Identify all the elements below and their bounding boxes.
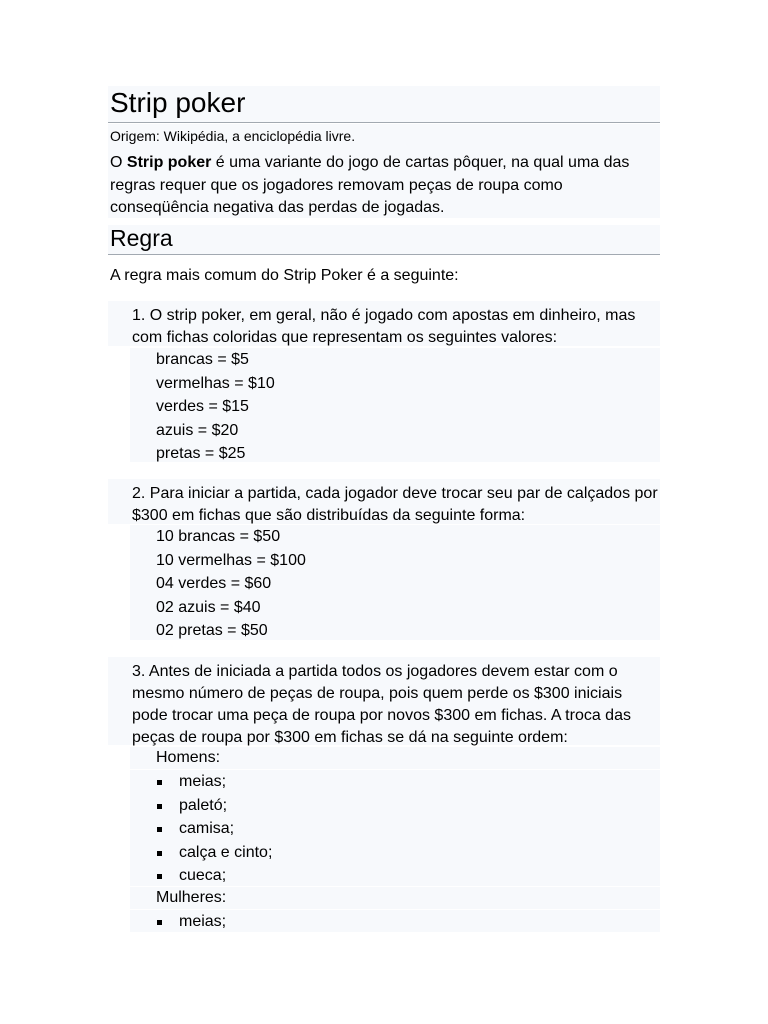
list-item: pretas = $25: [156, 445, 246, 462]
list-item: azuis = $20: [156, 421, 239, 439]
rule-3-text: 3. Antes de iniciada a partida todos os jogadores devem estar com o mesmo número de peças de roupa, pois quem perde os $300 iniciais pode trocar uma peça de roupa por novos $300 em fichas. A troca das peças de roupa por $300 em fichas se dá na seguinte ordem:: [108, 657, 660, 745]
section-heading-text: Regra: [110, 225, 173, 251]
women-label: Mulheres:: [130, 887, 660, 909]
intro-paragraph: [108, 150, 660, 218]
rule-1-values: [130, 348, 660, 462]
list-item: 10 brancas = $50: [156, 528, 281, 545]
list-item: cueca;: [130, 864, 660, 888]
intro-bold-term: Strip poker: [126, 154, 212, 171]
list-item: paletó;: [130, 794, 660, 818]
list-item: brancas = $5: [156, 351, 249, 368]
list-item: meias;: [130, 770, 660, 794]
rule-2-values: [130, 525, 660, 640]
men-list: [130, 770, 660, 886]
intro-rest: é uma variante do jogo de cartas pôquer, na qual uma das regras requer que os jogadores removam peças de roupa como conseqüência negativa das perdas de jogadas.: [110, 154, 630, 216]
list-item: verdes = $15: [156, 398, 249, 415]
list-item: 04 verdes = $60: [156, 575, 272, 592]
list-item: 10 vermelhas = $100: [156, 551, 306, 569]
page-title-text: Strip poker: [110, 87, 246, 118]
men-label: Homens:: [130, 747, 660, 769]
page-title: [108, 86, 660, 123]
women-list: [130, 910, 660, 932]
list-item: 02 pretas = $50: [156, 622, 268, 639]
section-lead: A regra mais comum do Strip Poker é a seguinte:: [110, 267, 459, 284]
list-item: vermelhas = $10: [156, 374, 275, 392]
origin-line: Origem: Wikipédia, a enciclopédia livre.: [108, 124, 660, 150]
list-item: calça e cinto;: [130, 841, 660, 865]
list-item: camisa;: [130, 817, 660, 841]
list-item: 02 azuis = $40: [156, 598, 261, 616]
rule-1-text: 1. O strip poker, em geral, não é jogado com apostas em dinheiro, mas com fichas coloridas que representam os seguintes valores:: [108, 301, 660, 346]
intro-prefix: O: [110, 154, 127, 171]
section-heading: [108, 225, 660, 255]
rule-2-text: 2. Para iniciar a partida, cada jogador deve trocar seu par de calçados por $300 em fichas que são distribuídas da seguinte forma:: [108, 479, 660, 524]
list-item: meias;: [130, 910, 660, 934]
